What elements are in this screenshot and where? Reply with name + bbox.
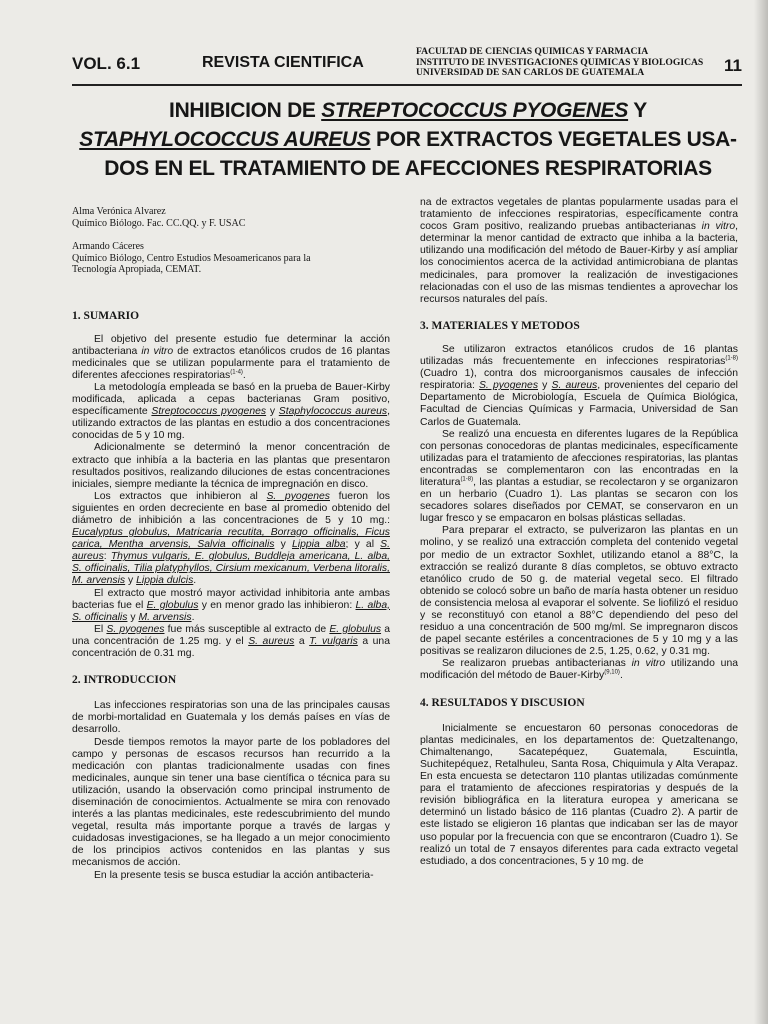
paragraph: Las infecciones respiratorias son una de las principales causas de morbi-mortalidad en Guatemala y los demás países en vías de desarrollo. [72,700,390,736]
paragraph: Inicialmente se encuestaron 60 personas conocedoras de plantas medicinales, en los departamentos de: Quetzaltenango, Chimaltenango, Sacatepéquez, Guatemala, Escuintla, Suchitepéquez, Retalhuleu, Santa Rosa, Chiquimula y Alta Verapaz. En esta encuesta se detectaron 110 plantas utilizadas comúnmente para el tratamiento de afecciones respiratorias y después de la revisión bibliográfica en la literatura europea y americana se determinó un listado básico de 116 plantas (Cuadro 2). A partir de este listado se eligieron 16 plantas que indicaban ser las de mayor uso popular por la frecuencia con que se encontraron (Cuadro 1). Se realizó un total de 7 ensayos diferentes para cada extracto vegetal estudiado, a dos concentraciones, 5 y 10 mg. de [420,722,738,867]
title-species: STREPTOCOCCUS PYOGENES [321,99,629,122]
paragraph: El objetivo del presente estudio fue determinar la acción antibacteriana in vitro de extractos etanólicos crudos de 16 plantas medicinales que se utilizan popularmente para el tratamiento de diferentes afecciones respiratorias$^{(1-4)}$. [72,333,390,381]
author-name: Armando Cáceres [72,241,144,252]
left-column [72,206,390,882]
paragraph: Para preparar el extracto, se pulverizaron las plantas en un molino, y se realizó una extracción completa del contenido vegetal por medio de un extractor Soxhlet, utilizando etanol a 88°C, la extracción se realizó durante 8 días completos, se obtuvo extracto etanólico crudo de 50 g. de material vegetal seco. El filtrado obtenido se colocó sobre un baño de maría hasta obtener un residuo de consistencia melosa al evaporar el solvente. Se liofilizó el residuo y se reconstituyó con etanol a 88°C dependiendo del peso del residuo a una concentración de 500 mg/ml. Se impregnaron discos de papel secante estériles a concentraciones de 5 y 10 mg y a las positivas se realizaron diluciones de 2.5, 1.25, 0.62, y 0.31 mg. [420,525,738,658]
paragraph: Se realizaron pruebas antibacterianas in vitro utilizando una modificación del método de Bauer-Kirby$^{(9,10)}$. [420,658,739,682]
paragraph: El extracto que mostró mayor actividad inhibitoria ante ambas bacterias fue el E. globulus y en menor grado las inhibieron: L. alba, S. officinalis y M. arvensis. [72,587,390,623]
running-header [72,44,742,84]
author-affiliation: Tecnología Apropiada, CEMAT. [72,264,202,275]
paragraph: Adicionalmente se determinó la menor concentración de extracto que inhibía a la bacteria en las plantas que presentaron resultados positivos, realizando diluciones de estas concentraciones iniciales, siempre mediante la técnica de impregnación en disco. [72,442,390,490]
paragraph: En la presente tesis se busca estudiar la acción antibacteria- [94,869,374,881]
header-rule [72,84,742,86]
section-heading-sumario: 1. SUMARIO [72,309,140,322]
institution-line: FACULTAD DE CIENCIAS QUIMICAS Y FARMACIA [416,46,649,57]
section-heading-introduccion: 2. INTRODUCCION [72,674,177,687]
section-heading-resultados: 4. RESULTADOS Y DISCUSION [420,696,585,709]
paragraph: Se realizó una encuesta en diferentes lugares de la República con personas conocedoras de plantas medicinales, específicamente utilizadas para el tratamiento de afecciones respiratorias, las plantas encontradas se complementaron con las encontradas en la literatura$^{(1-8)}$, las plantas a estudiar, se recolectaron y se organizaron en un herbario (Cuadro 1). Las plantas se secaron con los secadores solares diseñados por CEMAT, se conservaron en un lugar fresco y se empacaron en bolsas plásticas selladas. [420,428,738,525]
title-text: INHIBICION DE [169,99,322,122]
author-affiliation: Químico Biólogo, Centro Estudios Mesoamericanos para la [72,252,311,264]
article-title [58,96,758,183]
paragraph: El S. pyogenes fue más susceptible al extracto de E. globulus a una concentración de 1.25 mg. y el S. aureus a T. vulgaris a una concentración de 0.31 mg. [72,623,390,660]
journal-name: REVISTA CIENTIFICA [202,54,364,71]
page-number: 11 [724,56,742,75]
title-species: STAPHYLOCOCCUS AUREUS [79,128,371,151]
author-affiliation: Químico Biólogo. Fac. CC.QQ. y F. USAC [72,217,246,229]
paragraph: Se utilizaron extractos etanólicos crudos de 16 plantas utilizadas más frecuentemente en infecciones respiratorias$^{(1-8)}$ (Cuadro 1), contra dos microorganismos causales de infección respiratoria: S. pyogenes y S. aureus, provenientes del cepario del Departamento de Microbiología, Escuela de Química Biológica, Facultad de Ciencias Químicas y Farmacia, Universidad de San Carlos de Guatemala. [420,343,738,428]
right-column [420,197,738,868]
institution-line: INSTITUTO DE INVESTIGACIONES QUIMICAS Y BIOLOGICAS [416,56,704,68]
institution-line: UNIVERSIDAD DE SAN CARLOS DE GUATEMALA [416,67,645,78]
author-block [72,206,390,276]
paragraph: na de extractos vegetales de plantas popularmente usadas para el tratamiento de infecciones respiratorias, específicamente contra cocos Gram positivo, realizando pruebas antibacterianas in vitro, determinar la menor cantidad de extracto que inhiba a la bacteria, utilizando una modificación del método de Bauer-Kirby y así ampliar los conocimientos acerca de la actividad antimicrobiana de plantas medicinales, para promover la realización de investigaciones relacionadas con el uso de las mismas tendientes a aprovechar los recursos naturales del país. [420,197,739,305]
paragraph: La metodología empleada se basó en la prueba de Bauer-Kirby modificada, aplicada a cepas bacterianas Gram positivo, específicamente Streptococcus pyogenes y Staphylococcus aureus, utilizando extractos de las plantas en estudio a dos concentraciones conocidas de 5 y 10 mg. [72,381,390,442]
paragraph: Los extractos que inhibieron al S. pyogenes fueron los siguientes en orden decreciente en base al promedio obtenido del diámetro de inhibición a las concentraciones de 5 y 10 mg.: Eucalyptus globulus, Matricaria recutita, Borrago officinalis, Ficus carica, Mentha arvensis, Salvia officinalis y Lippia alba; y al S. aureus: Thymus vulgaris, E. globulus, Buddleja americana, L. alba, S. officinalis, Tilia platyphyllos, Cirsium mexicanum, Verbena litoralis, M. arvensis y Lippia dulcis. [72,490,390,587]
title-text: DOS EN EL TRATAMIENTO DE AFECCIONES RESPIRATORIAS [104,157,712,180]
title-text: Y [628,99,647,122]
section-heading-materiales: 3. MATERIALES Y METODOS [420,319,580,332]
title-text: POR EXTRACTOS VEGETALES USA- [370,128,737,151]
volume-label: VOL. 6.1 [72,54,141,73]
institution-block [416,47,703,79]
paragraph: Desde tiempos remotos la mayor parte de los pobladores del campo y personas de escasos recursos han recurrido a la medicación con plantas tradicionalmente usadas con fines medicinales, aunque sin tener una base científica o técnica para su utilización, usando la observación como principal instrumento de diseminación de conocimientos. Actualmente se mira con renovado interés a las plantas medicinales, este redescubrimiento del mundo vegetal, resulta más importante porque a través de largas y cuidadosas investigaciones, se ha llegado a un mejor conocimiento de los principios activos contenidos en las plantas y sus mecanismos de acción. [72,736,390,869]
author-name: Alma Verónica Alvarez [72,206,166,217]
